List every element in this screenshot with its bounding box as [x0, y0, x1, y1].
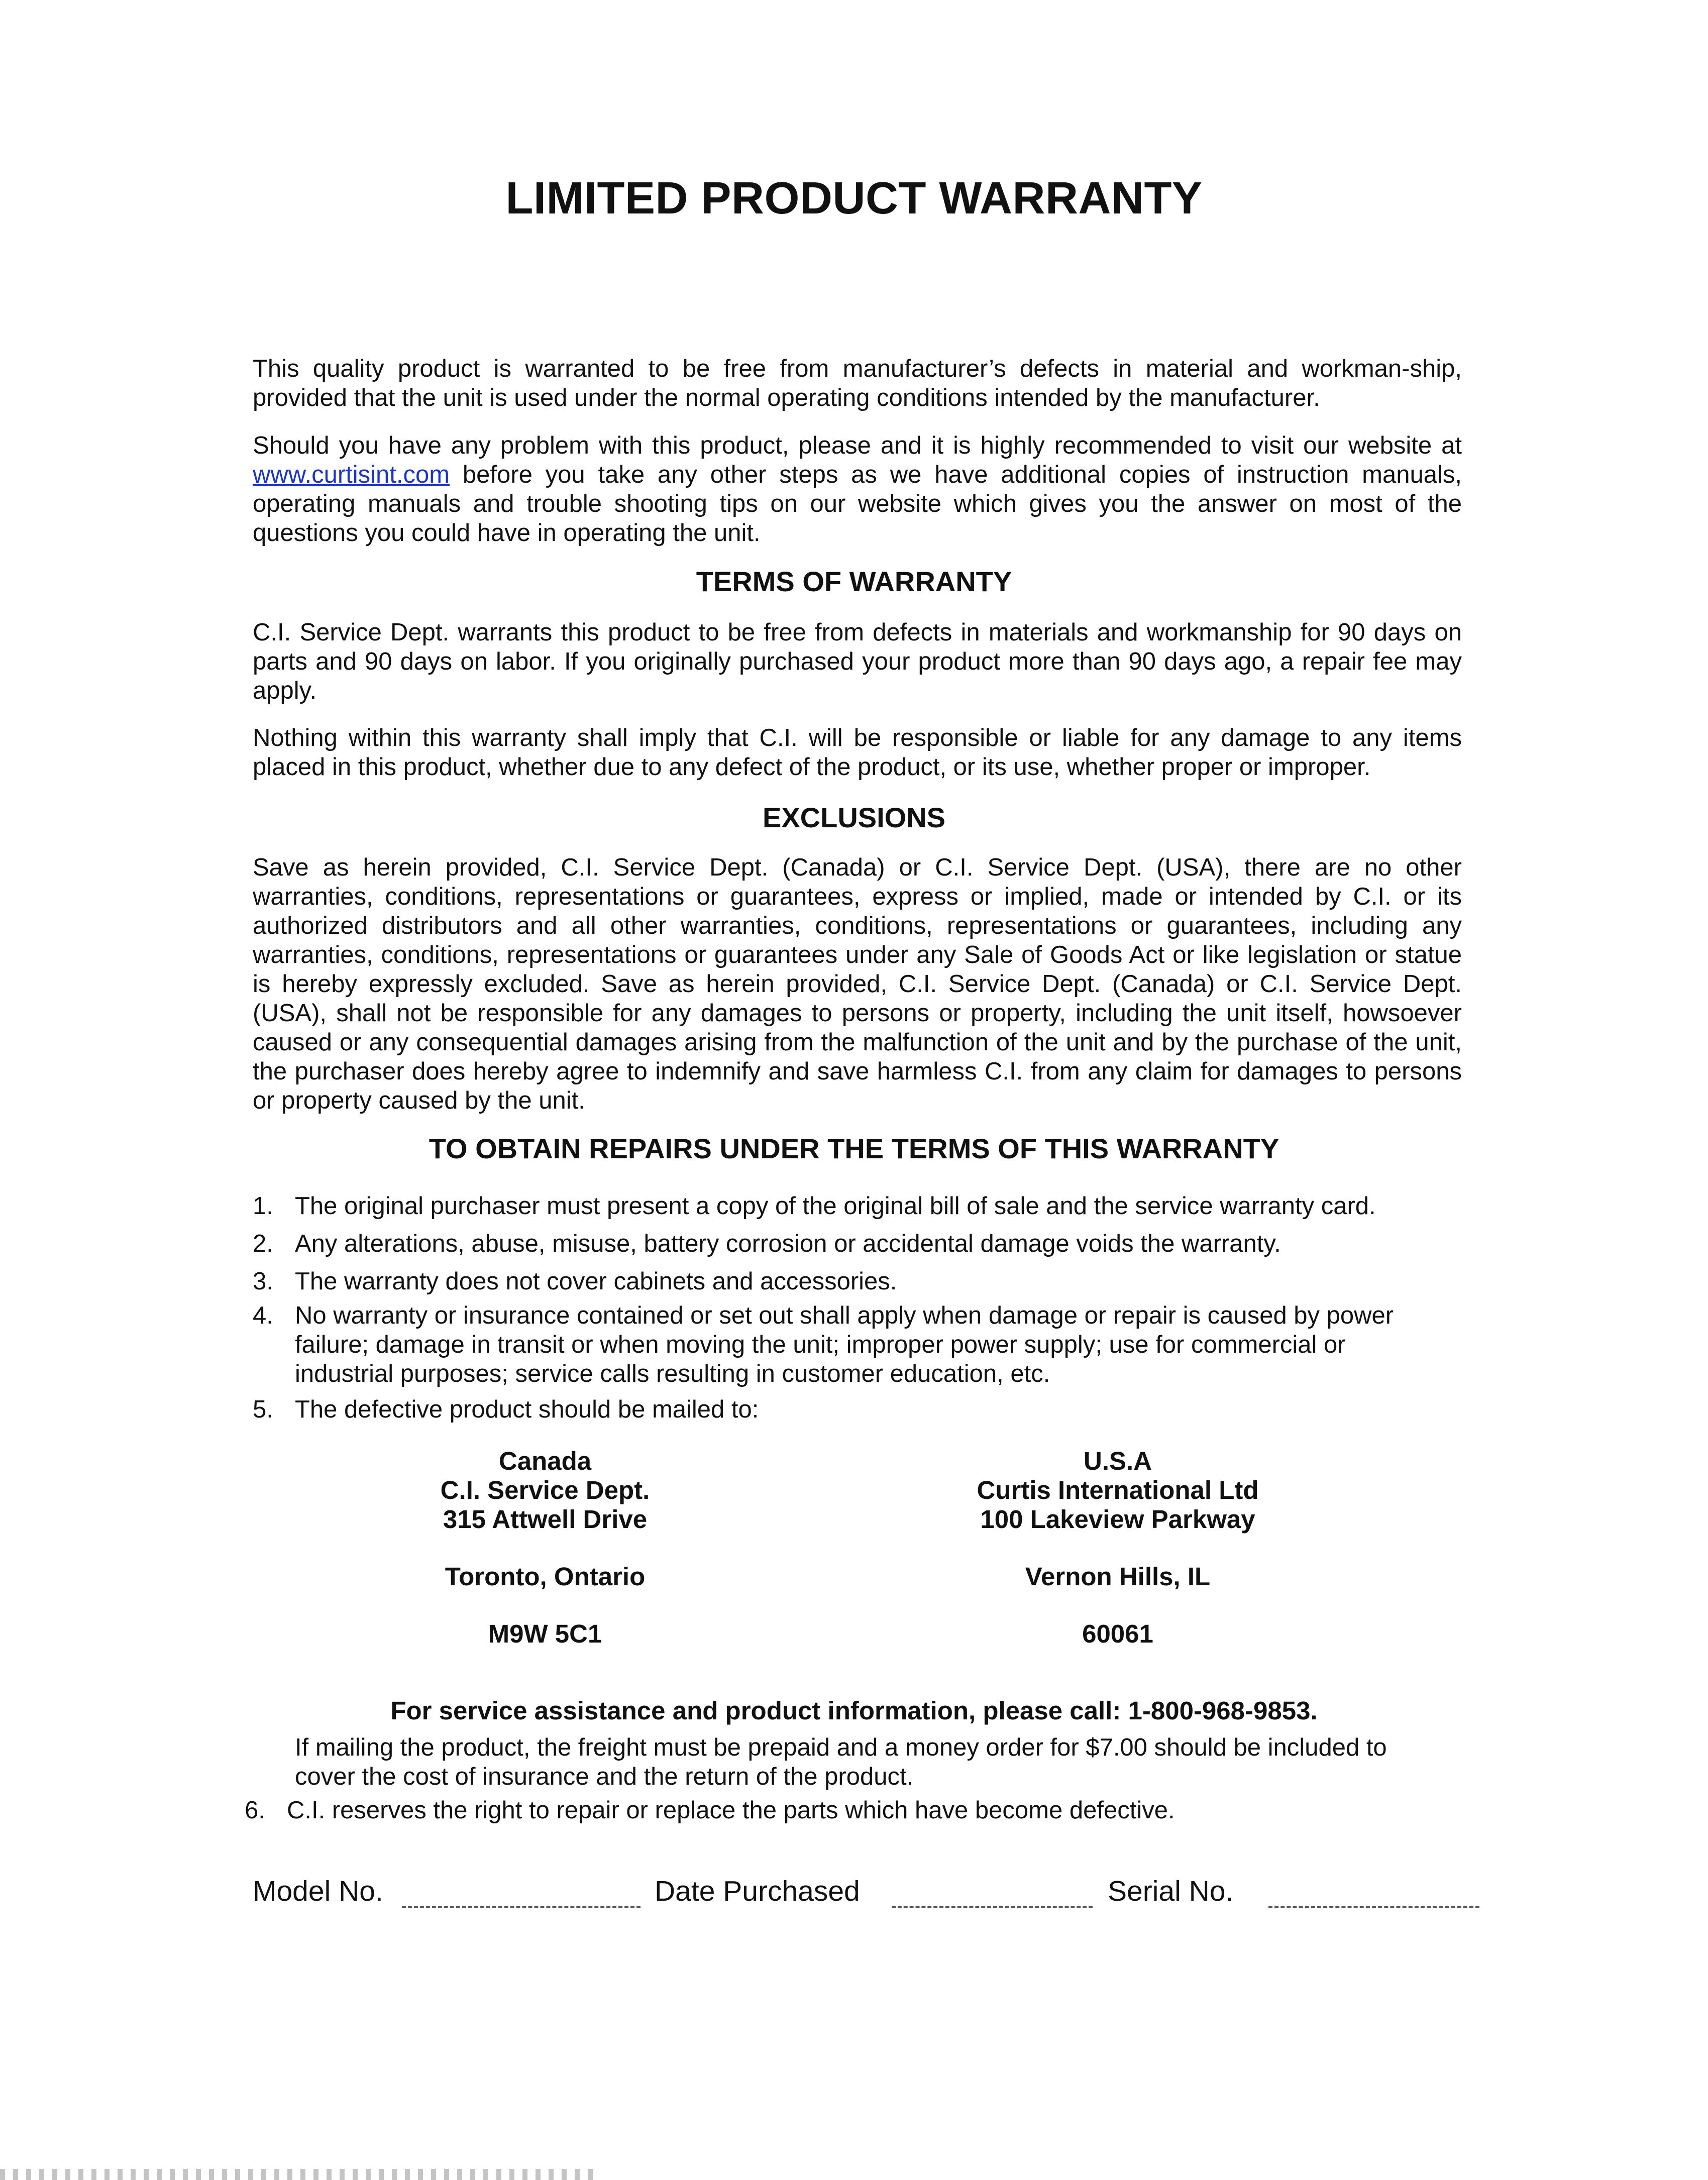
address-country: U.S.A — [1083, 1447, 1152, 1475]
address-country: Canada — [498, 1447, 592, 1475]
exclusions-heading: EXCLUSIONS — [762, 802, 946, 833]
bottom-edge-artifact — [0, 2169, 593, 2180]
problem-text-before-link: Should you have any problem with this product, please and it is highly recommended to visit our website at — [253, 432, 1462, 459]
mailing-note: If mailing the product, the freight must be prepaid and a money order for $7.00 should be included to cover the cost of insurance and the return of the product. — [295, 1734, 1387, 1790]
address-postal: 60061 — [1082, 1619, 1153, 1648]
intro-paragraph: This quality product is warranted to be free from manufacturer’s defects in material and workman-ship, provided that the unit is used under the normal operating conditions intended by the manufacturer. — [253, 355, 1462, 411]
problem-paragraph — [253, 431, 1462, 548]
date-purchased-label: Date Purchased — [655, 1875, 860, 1907]
address-street: 315 Attwell Drive — [443, 1505, 648, 1534]
terms-paragraph-1: C.I. Service Dept. warrants this product to be free from defects in materials and workmanship for 90 days on parts and 90 days on labor. If you originally purchased your product more than 90 days ago, a repair fee may apply. — [253, 619, 1462, 704]
address-name: Curtis International Ltd — [977, 1476, 1259, 1504]
website-link[interactable]: www.curtisint.com — [253, 461, 450, 488]
address-city: Vernon Hills, IL — [1025, 1562, 1211, 1591]
service-phone-line: For service assistance and product information, please call: 1-800-968-9853. — [390, 1696, 1318, 1725]
terms-paragraph-2: Nothing within this warranty shall imply that C.I. will be responsible or liable for any damage to any items placed in this product, whether due to any defect of the product, or its use, whether proper or improper. — [253, 724, 1462, 781]
warranty-page: LIMITED PRODUCT WARRANTY This quality product is warranted to be free from manufacturer’s defects in material and workman-ship, provided that the unit is used under the normal operating conditions intended by the manufacturer. Should you have any problem with this product, please and it is highly recommended to visit our website at www.curtisint.com before you take any other steps as we have additional copies of instruction manuals, operating manuals and trouble shooting tips on our website which gives you the answer on most of the questions you could have in operating the unit. TERMS OF WARRANTY C.I. Service Dept. warrants this product to be free from defects in materials and workmanship for 90 days on parts and 90 days on labor. If you originally purchased your product more than 90 days ago, a repair fee may apply. Nothing within this warranty shall imply that C.I. will be responsible or liable for any damage to any items placed in this product, whether due to any defect of the product, or its use, whether proper or improper. EXCLUSIONS Save as herein provided, C.I. Service Dept. (Canada) or C.I. Service Dept. (USA), there are no other warranties, conditions, representations or guarantees, express or implied, made or intended by C.I. or its authorized distributors and all other warranties, conditions, representations or guarantees, including any warranties, conditions, representations or guarantees under any Sale of Goods Act or like legislation or statue is hereby expressly excluded. Save as herein provided, C.I. Service Dept. (Canada) or C.I. Service Dept. (USA), shall not be responsible for any damages to persons or property, including the unit itself, howsoever caused or any consequential damages arising from the malfunction of the unit and by the purchase of the unit, the purchaser does hereby agree to indemnify and save harmless C.I. from any claim for damages to persons or property caused by the unit. TO OBTAIN REPAIRS UNDER THE TERMS OF THIS WARRANTY 1. The original purchaser must present a copy of the original bill of sale and the service warranty card. 2. Any alterations, abuse, misuse, battery corrosion or accidental damage voids the warranty. 3. The warranty does not cover cabinets and accessories. 4. No warranty or insurance contained or set out shall apply when damage or repair is caused by power failure; damage in transit or when moving the unit; improper power supply; use for commercial or industrial purposes; service calls resulting in customer education, etc. 5. The defective product should be mailed to: Canada C.I. Service Dept. 315 Attwell Drive Toronto, Ontario M9W 5C1 U.S.A Curtis International Ltd 100 Lakeview Parkway Vernon Hills, IL 60061 For service assistance and product information, please call: 1-800-968-9853. If mailing the product, the freight must be prepaid and a money order for $7.00 should be included to cover the cost of insurance and the return of the product. 6. C.I. reserves the right to repair or replace the parts which have become defective. Model No. Date Purchased Serial No. — [0, 0, 1708, 2180]
date-purchased-field[interactable] — [892, 1906, 1093, 1908]
model-no-label: Model No. — [253, 1875, 383, 1907]
model-no-field[interactable] — [402, 1906, 640, 1908]
terms-heading: TERMS OF WARRANTY — [696, 566, 1012, 597]
page-title: LIMITED PRODUCT WARRANTY — [505, 173, 1203, 224]
repairs-heading: TO OBTAIN REPAIRS UNDER THE TERMS OF THIS WARRANTY — [429, 1133, 1279, 1164]
address-name: C.I. Service Dept. — [440, 1476, 650, 1504]
address-city: Toronto, Ontario — [445, 1562, 646, 1591]
serial-no-field[interactable] — [1268, 1906, 1479, 1908]
address-postal: M9W 5C1 — [488, 1619, 602, 1648]
problem-text-after-link: before you take any other steps as we have additional copies of instruction manuals, operating manuals and trouble shooting tips on our website which gives you the answer on most of the questions you could have in operating the unit. — [253, 461, 1462, 547]
serial-no-label: Serial No. — [1108, 1875, 1234, 1907]
exclusions-paragraph: Save as herein provided, C.I. Service Dept. (Canada) or C.I. Service Dept. (USA), there are no other warranties, conditions, representations or guarantees, express or implied, made or intended by C.I. or its authorized distributors and all other warranties, conditions, representations or guarantees, including any warranties, conditions, representations or guarantees under any Sale of Goods Act or like legislation or statue is hereby expressly excluded. Save as herein provided, C.I. Service Dept. (Canada) or C.I. Service Dept. (USA), shall not be responsible for any damages to persons or property, including the unit itself, howsoever caused or any consequential damages arising from the malfunction of the unit and by the purchase of the unit, the purchaser does hereby agree to indemnify and save harmless C.I. from any claim for damages to persons or property caused by the unit. — [253, 854, 1462, 1114]
canada-address — [369, 1447, 721, 1649]
address-street: 100 Lakeview Parkway — [980, 1505, 1255, 1534]
usa-address — [942, 1447, 1294, 1649]
